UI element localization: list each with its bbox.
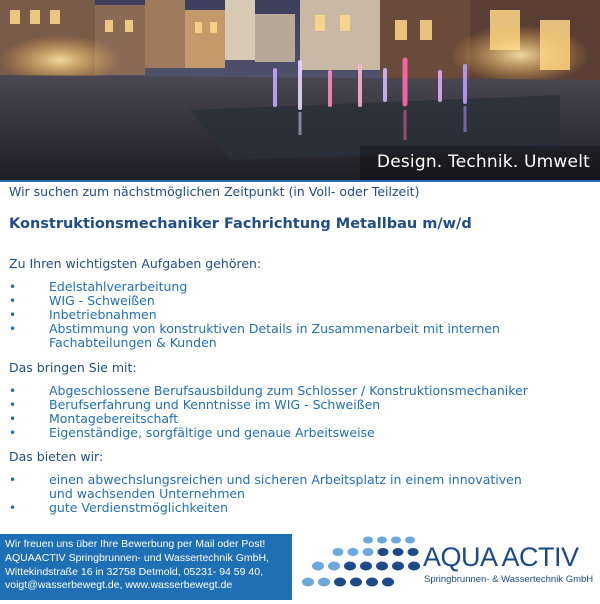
task-list	[9, 281, 594, 350]
bullet-icon: •	[9, 383, 17, 398]
bullet-icon: •	[9, 501, 17, 515]
bullet-icon: •	[9, 280, 17, 294]
list-item: • Abstimmung von konstruktiven Details in Zusammenarbeit mit internen	[9, 321, 500, 336]
hero-photo	[0, 0, 600, 180]
contact-line: Wittekindstraße 16 in 32758 Detmold, 05231- 94 59 40,	[5, 565, 263, 578]
list-item: • Abgeschlossene Berufsausbildung zum Schlosser / Konstruktionsmechaniker	[9, 382, 528, 398]
bullet-icon: •	[9, 473, 17, 487]
bullet-icon: •	[9, 294, 17, 308]
water-dots-logo-icon	[298, 530, 423, 600]
hero-caption: Design. Technik. Umwelt	[376, 152, 590, 172]
requirements-list	[9, 382, 594, 440]
section-heading: Das bringen Sie mit:	[9, 359, 137, 375]
list-item: • Montagebereitschaft	[9, 410, 179, 426]
logo-wordmark: AQUA ACTIV	[423, 542, 579, 572]
bullet-icon: •	[9, 397, 17, 412]
list-item: • gute Verdienstmöglichkeiten	[9, 500, 229, 515]
offer-list	[9, 474, 594, 515]
list-item-continuation: und wachsenden Unternehmen	[49, 486, 245, 501]
job-title: Konstruktionsmechaniker Fachrichtung Metallbau m/w/d	[9, 216, 472, 232]
intro-text: Wir suchen zum nächstmöglichen Zeitpunkt (in Voll- oder Teilzeit)	[9, 184, 420, 199]
list-item: • WIG - Schweißen	[9, 293, 155, 308]
divider-line	[0, 180, 600, 182]
bullet-icon: •	[9, 411, 17, 426]
job-ad-content	[9, 184, 594, 516]
contact-box	[0, 534, 292, 600]
aquaactiv-logo	[298, 530, 600, 600]
list-item: • Eigenständige, sorgfältige und genaue Arbeitsweise	[9, 424, 375, 440]
contact-line[interactable]: voigt@wasserbewegt.de, www.wasserbewegt.de	[5, 579, 233, 592]
bullet-icon: •	[9, 308, 17, 322]
list-item: • Inbetriebnahmen	[9, 307, 157, 322]
list-item: • Berufserfahrung und Kenntnisse im WIG - Schweißen	[9, 396, 381, 412]
section-heading: Das bieten wir:	[9, 449, 104, 464]
contact-line: AQUAACTIV Springbrunnen- und Wassertechnik GmbH,	[5, 551, 269, 564]
bullet-icon: •	[9, 322, 17, 336]
list-item: • Edelstahlverarbeitung	[9, 279, 188, 294]
list-item-continuation: Fachabteilungen & Kunden	[49, 335, 217, 350]
contact-line: Wir freuen uns über Ihre Bewerbung per Mail oder Post!	[5, 538, 266, 550]
logo-subtitle: Springbrunnen- & Wassertechnik GmbH	[424, 574, 594, 585]
section-requirements	[9, 360, 594, 440]
list-item: • einen abwechslungsreichen und sicheren Arbeitsplatz in einem innovativen	[9, 472, 522, 487]
section-tasks	[9, 256, 594, 350]
section-heading: Zu Ihren wichtigsten Aufgaben gehören:	[9, 256, 262, 271]
bullet-icon: •	[9, 425, 17, 440]
section-offer	[9, 449, 594, 515]
